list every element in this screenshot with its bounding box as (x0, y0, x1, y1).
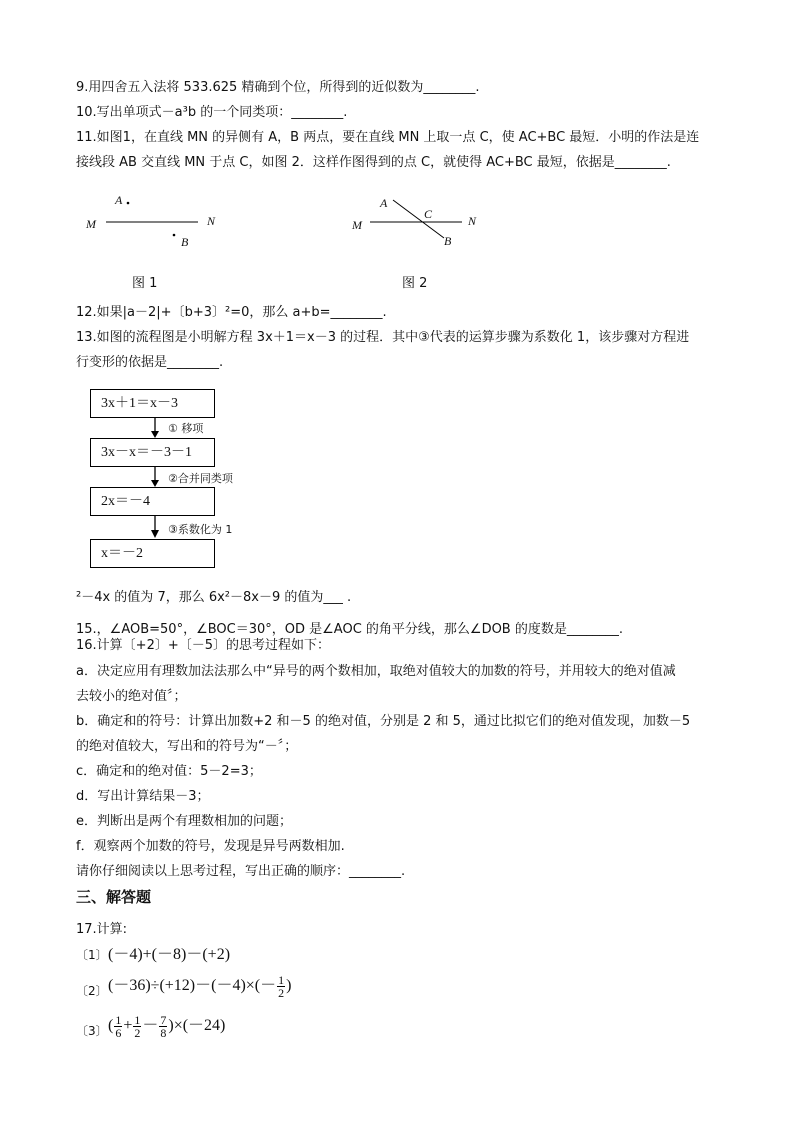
section-3-title: 三、解答题 (76, 888, 152, 906)
q17-part-2-expression (108, 972, 291, 999)
q17-part-2-label: 〔2〕 (76, 984, 108, 998)
flow-box-1: 3x＋1＝x－3 (90, 389, 215, 418)
question-16-a-line1: a．决定应用有理数加法法那么中“异号的两个数相加，取绝对值较大的加数的符号，并用较大的绝对值减 (76, 664, 676, 679)
question-12: 12.如果|a－2|+〔b+3〕²=0，那么 a+b=________. (76, 305, 387, 320)
fig2-label-b: B (444, 234, 452, 248)
close-expression: )×(－24) (168, 1017, 226, 1034)
question-13-line2: 行变形的依据是________. (76, 355, 224, 370)
question-10: 10.写出单项式－a³b 的一个同类项：________. (76, 105, 348, 120)
question-16-title: 16.计算〔+2〕+〔－5〕的思考过程如下： (76, 638, 331, 653)
question-16-d: d．写出计算结果－3； (76, 789, 210, 804)
fraction-denominator: 6 (115, 1025, 122, 1040)
q17-part-2-expr-b: ) (286, 977, 292, 994)
question-16-c: c．确定和的绝对值：5－2=3； (76, 764, 262, 779)
q17-part-1-label: 〔1〕 (76, 948, 108, 962)
question-15: 15.，∠AOB=50°，∠BOC＝30°，OD 是∠AOC 的角平分线，那么∠DOB 的度数是________. (76, 622, 623, 637)
fig1-label-n: N (207, 214, 216, 228)
question-9: 9.用四舍五入法将 533.625 精确到个位，所得到的近似数为________. (76, 80, 480, 95)
question-11-line1: 11.如图1，在直线 MN 的异侧有 A，B 两点，要在直线 MN 上取一点 C，使 AC+BC 最短．小明的作法是连 (76, 130, 700, 145)
flow-box-2: 3x－x＝－3－1 (90, 438, 215, 467)
fraction-numerator: 7 (160, 1012, 167, 1027)
fig2-label-c: C (424, 207, 433, 221)
question-16-ask: 请你仔细阅读以上思考过程，写出正确的顺序：________. (76, 864, 406, 879)
fraction-1 (114, 1014, 122, 1039)
question-17: 17.计算: (76, 922, 128, 937)
question-13-line1: 13.如图的流程图是小明解方程 3x＋1＝x－3 的过程．其中③代表的运算步骤为系数化 1，该步骤对方程进 (76, 330, 690, 345)
figure-1-caption: 图 1 (132, 276, 158, 291)
flowchart-arrows (140, 418, 170, 543)
fig1-label-b: B (181, 235, 189, 249)
figure-1-diagram (80, 190, 250, 260)
fig2-label-m: M (352, 218, 362, 232)
plus-sign: + (123, 1017, 133, 1034)
minus-sign: － (142, 1017, 159, 1034)
flow-step-3: ③系数化为 1 (168, 523, 233, 536)
question-16-a-line2: 去较小的绝对值〞； (76, 689, 187, 704)
fraction-numerator: 1 (134, 1012, 141, 1027)
fraction-numerator: 1 (115, 1012, 122, 1027)
fraction-2 (133, 1014, 141, 1039)
fraction-denominator: 2 (278, 985, 285, 1000)
fig2-label-a: A (380, 196, 388, 210)
question-14: ²－4x 的值为 7，那么 6x²－8x－9 的值为___ . (76, 590, 352, 605)
fraction-3 (159, 1014, 167, 1039)
question-16-b-line2: 的绝对值较大，写出和的符号为“－〞； (76, 739, 298, 754)
q17-part-1-expression: (－4)+(－8)－(+2) (108, 946, 231, 963)
fraction-numerator: 1 (278, 972, 285, 987)
flow-step-1: ① 移项 (168, 422, 204, 435)
open-paren: ( (108, 1017, 114, 1034)
question-16-f: f．观察两个加数的符号，发现是异号两数相加. (76, 839, 345, 854)
figure-2-caption: 图 2 (402, 276, 428, 291)
q17-part-2-fraction (277, 974, 285, 999)
flow-box-3: 2x＝－4 (90, 487, 215, 516)
q17-part-3-expression (108, 1012, 225, 1039)
fraction-denominator: 2 (134, 1025, 141, 1040)
question-16-b-line1: b．确定和的符号：计算出加数+2 和－5 的绝对值，分别是 2 和 5，通过比拟它们的绝对值发现，加数－5 (76, 714, 691, 729)
q17-part-3-label: 〔3〕 (76, 1024, 108, 1038)
question-11-line2: 接线段 AB 交直线 MN 于点 C，如图 2．这样作图得到的点 C，就使得 AC+BC 最短，依据是________. (76, 155, 671, 170)
fig1-label-a: A (115, 193, 123, 207)
fig1-label-m: M (86, 217, 96, 231)
question-16-e: e．判断出是两个有理数相加的问题； (76, 814, 292, 829)
fig2-label-n: N (468, 214, 477, 228)
q17-part-2-expr-a: (－36)÷(+12)－(－4)×(－ (108, 977, 277, 994)
fraction-denominator: 8 (160, 1025, 167, 1040)
flow-box-4: x＝－2 (90, 539, 215, 568)
flow-step-2: ②合并同类项 (168, 472, 233, 485)
